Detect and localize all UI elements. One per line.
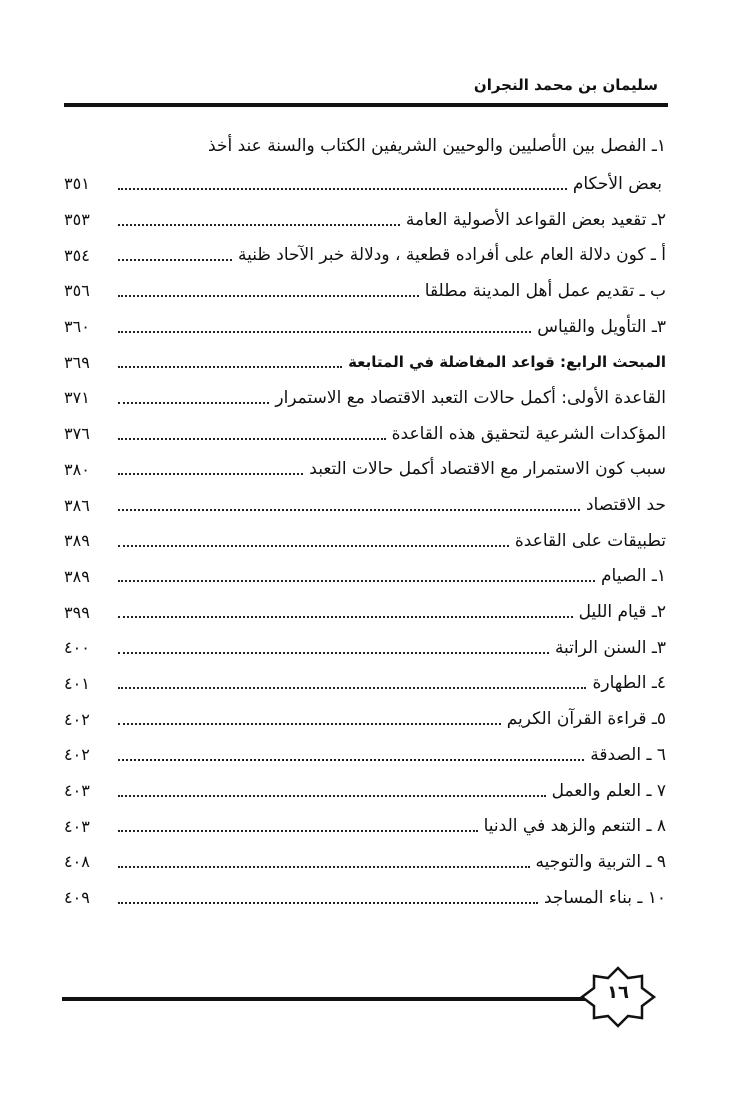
toc-entry-title: ٦ ـ الصدقة [586, 745, 666, 765]
toc-entry [64, 808, 666, 844]
toc-entry-page: ٤٠٣ [64, 781, 90, 801]
toc-entry-title: تطبيقات على القاعدة [511, 531, 666, 551]
toc-entry [64, 309, 666, 345]
toc-leader-dots [118, 331, 531, 333]
toc-entry-title: ٤ـ الطهارة [588, 673, 666, 693]
toc-entry-page: ٣٦٩ [64, 352, 90, 372]
toc-entry [64, 380, 666, 416]
toc-leader-dots [118, 473, 303, 475]
toc-entry-title: ٨ ـ التنعم والزهد في الدنيا [480, 816, 666, 836]
toc-entry-page: ٤٠٩ [64, 888, 90, 908]
toc-entry-page: ٣٨٠ [64, 459, 90, 479]
toc-entry-title: ٣ـ التأويل والقياس [533, 317, 666, 337]
toc-entry [64, 844, 666, 880]
toc-entry [64, 416, 666, 452]
toc-entry-title: المؤكدات الشرعية لتحقيق هذه القاعدة [388, 424, 666, 444]
toc-entry [64, 487, 666, 523]
toc-leader-dots [118, 759, 584, 761]
toc-entry-page: ٤٠٨ [64, 852, 90, 872]
table-of-contents [64, 126, 666, 915]
toc-entry-title: ٢ـ قيام الليل [575, 602, 666, 622]
toc-entry-title: القاعدة الأولى: أكمل حالات التعبد الاقتصاد مع الاستمرار [271, 388, 666, 408]
running-header-author: سليمان بن محمد النجران [473, 76, 658, 94]
toc-leader-dots [118, 224, 400, 226]
toc-entry [64, 737, 666, 773]
toc-entry-title: ٣ـ السنن الراتبة [551, 638, 666, 658]
toc-entry [64, 237, 666, 273]
toc-entry-title: أ ـ كون دلالة العام على أفراده قطعية ، ودلالة خبر الآحاد ظنية [234, 245, 666, 265]
toc-entry-page: ٣٧١ [64, 388, 90, 408]
toc-entry [64, 773, 666, 809]
toc-leader-dots [118, 188, 567, 190]
toc-entry-title: ١ـ الصيام [597, 566, 666, 586]
toc-entry-title: ١٠ ـ بناء المساجد [540, 888, 666, 908]
footer-rule [62, 997, 592, 1001]
toc-leader-dots [118, 438, 386, 440]
toc-leader-dots [118, 366, 342, 368]
toc-leader-dots [118, 402, 269, 404]
toc-entry-title: ١ـ الفصل بين الأصليين والوحيين الشريفين الكتاب والسنة عند أخذ [204, 136, 666, 156]
toc-entry [64, 666, 666, 702]
toc-entry [64, 202, 666, 238]
toc-entry [64, 344, 666, 380]
toc-leader-dots [118, 295, 419, 297]
toc-leader-dots [118, 902, 538, 904]
toc-entry-page: ٣٥٣ [64, 210, 90, 230]
toc-leader-dots [118, 616, 573, 618]
toc-entry [64, 880, 666, 916]
toc-entry [64, 166, 666, 202]
toc-leader-dots [118, 545, 509, 547]
toc-entry-page: ٣٨٩ [64, 531, 90, 551]
toc-entry-title: بعض الأحكام [569, 174, 666, 194]
toc-entry-page: ٤٠٢ [64, 745, 90, 765]
toc-entry-page: ٤٠٠ [64, 638, 90, 658]
header-rule [64, 103, 668, 107]
toc-entry-page: ٣٦٠ [64, 317, 90, 337]
toc-leader-dots [118, 687, 586, 689]
toc-entry [64, 126, 666, 166]
toc-entry [64, 273, 666, 309]
toc-leader-dots [118, 866, 530, 868]
toc-entry-title: المبحث الرابع: قواعد المفاضلة في المتابعة [344, 353, 666, 371]
toc-entry-page: ٣٨٦ [64, 495, 90, 515]
toc-leader-dots [118, 723, 501, 725]
toc-entry-page: ٣٩٩ [64, 602, 90, 622]
toc-leader-dots [118, 830, 478, 832]
toc-entry-title: ٢ـ تقعيد بعض القواعد الأصولية العامة [402, 210, 666, 230]
toc-entry [64, 559, 666, 595]
toc-entry [64, 523, 666, 559]
toc-entry-page: ٣٥٦ [64, 281, 90, 301]
toc-entry-title: ب ـ تقديم عمل أهل المدينة مطلقا [421, 281, 666, 301]
toc-entry-page: ٤٠٢ [64, 709, 90, 729]
toc-entry-page: ٣٥٤ [64, 245, 90, 265]
toc-leader-dots [118, 509, 580, 511]
toc-entry-title: ٥ـ قراءة القرآن الكريم [503, 709, 666, 729]
toc-entry-page: ٣٨٩ [64, 566, 90, 586]
toc-entry-page: ٤٠٣ [64, 816, 90, 836]
toc-leader-dots [118, 580, 595, 582]
toc-leader-dots [118, 652, 549, 654]
toc-entry-title: ٧ ـ العلم والعمل [548, 781, 666, 801]
toc-entry-title: ٩ ـ التربية والتوجيه [532, 852, 667, 872]
toc-entry [64, 701, 666, 737]
toc-leader-dots [118, 795, 546, 797]
toc-entry-title: حد الاقتصاد [582, 495, 666, 515]
toc-entry-title: سبب كون الاستمرار مع الاقتصاد أكمل حالات التعبد [305, 459, 666, 479]
toc-entry [64, 630, 666, 666]
toc-entry [64, 594, 666, 630]
toc-leader-dots [118, 259, 232, 261]
page-number: ١٦ [607, 982, 629, 1003]
toc-entry-page: ٣٧٦ [64, 424, 90, 444]
toc-entry [64, 452, 666, 488]
toc-entry-page: ٤٠١ [64, 673, 90, 693]
toc-entry-page: ٣٥١ [64, 174, 90, 194]
